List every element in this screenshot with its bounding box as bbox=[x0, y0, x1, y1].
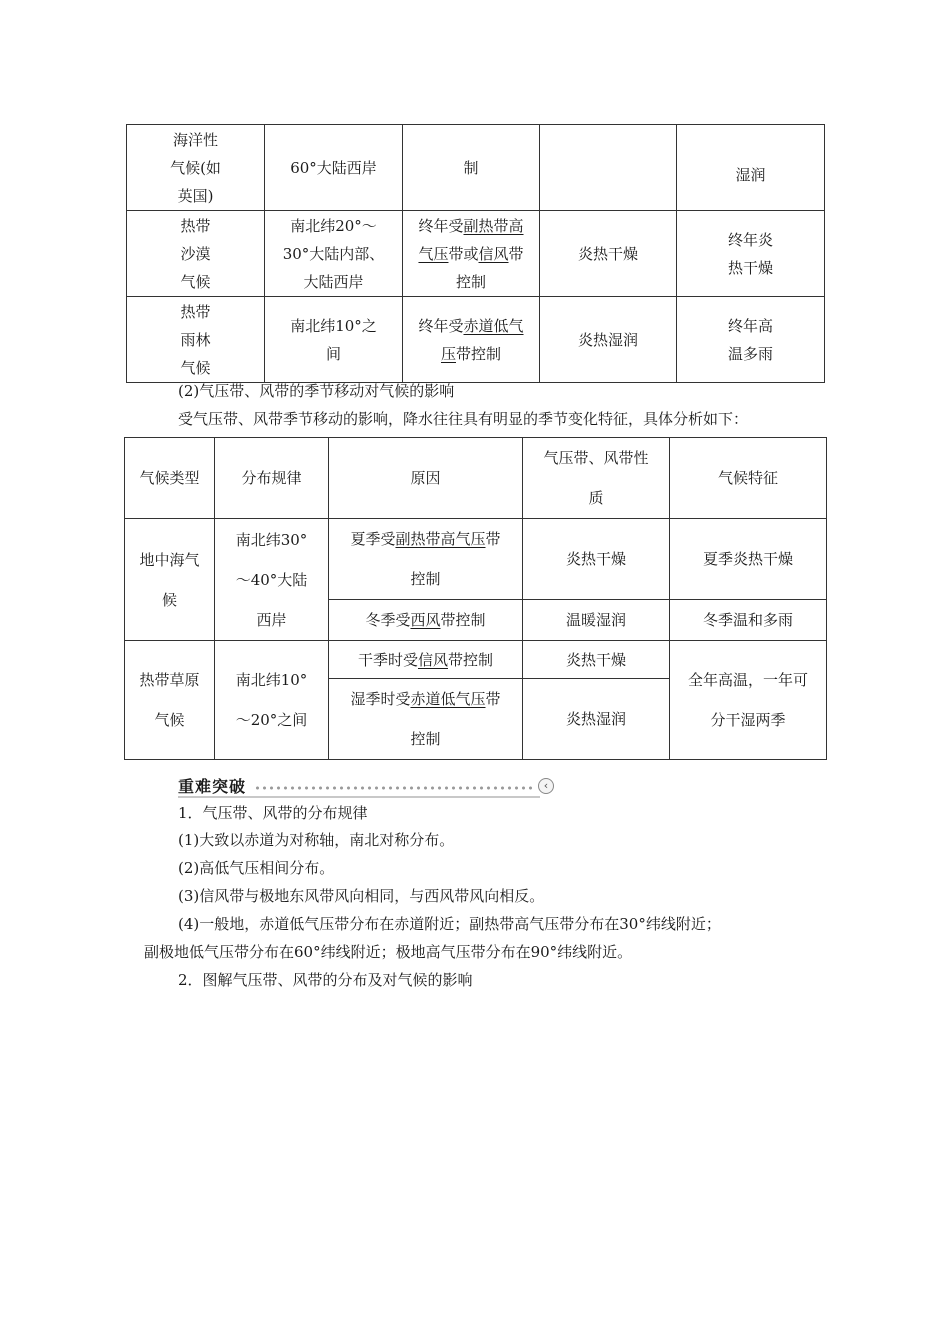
point-1-sub-4-line-2: 副极地低气压带分布在60°纬线附近；极地高气压带分布在90°纬线附近。 bbox=[144, 943, 633, 961]
cell-nature: 温暖湿润 bbox=[523, 600, 670, 641]
cell-nature: 炎热干燥 bbox=[540, 211, 677, 297]
heading-underline bbox=[178, 796, 540, 798]
point-1-sub-2: (2)高低气压相间分布。 bbox=[178, 859, 335, 877]
dotted-rule bbox=[254, 786, 536, 790]
cell-type: 热带 雨林 气候 bbox=[127, 297, 265, 383]
table-header-row bbox=[125, 438, 827, 519]
point-1-sub-1: (1)大致以赤道为对称轴，南北对称分布。 bbox=[178, 831, 455, 849]
cell-type: 热带 沙漠 气候 bbox=[127, 211, 265, 297]
seasonal-climate-table bbox=[124, 437, 827, 760]
point-1-sub-3: (3)信风带与极地东风带风向相同，与西风带风向相反。 bbox=[178, 887, 545, 905]
climate-table-continued bbox=[126, 124, 825, 383]
cell-cause: 制 bbox=[403, 125, 540, 211]
cell-feature: 夏季炎热干燥 bbox=[670, 519, 827, 600]
cell-cause: 干季时受信风带控制 bbox=[329, 641, 523, 679]
cell-nature: 炎热干燥 bbox=[523, 641, 670, 679]
table-row bbox=[127, 125, 825, 211]
cell-distribution: 南北纬20°～ 30°大陆内部、 大陆西岸 bbox=[265, 211, 403, 297]
cell-nature: 炎热湿润 bbox=[523, 679, 670, 760]
point-2: 2．图解气压带、风带的分布及对气候的影响 bbox=[178, 971, 473, 989]
cell-cause: 湿季时受赤道低气压带 控制 bbox=[329, 679, 523, 760]
cell-feature: 终年炎 热干燥 bbox=[677, 211, 825, 297]
cell-feature: 冬季温和多雨 bbox=[670, 600, 827, 641]
header-cause: 原因 bbox=[329, 438, 523, 519]
key-points-heading bbox=[178, 776, 558, 800]
header-feature: 气候特征 bbox=[670, 438, 827, 519]
table-row bbox=[125, 641, 827, 679]
table-row bbox=[125, 519, 827, 600]
cell-cause: 终年受副热带高 气压带或信风带 控制 bbox=[403, 211, 540, 297]
cell-feature: 全年高温，一年可 分干湿两季 bbox=[670, 641, 827, 760]
cell-type: 地中海气 候 bbox=[125, 519, 215, 641]
cell-distribution: 南北纬10°之 间 bbox=[265, 297, 403, 383]
header-type: 气候类型 bbox=[125, 438, 215, 519]
cell-cause: 终年受赤道低气 压带控制 bbox=[403, 297, 540, 383]
cell-feature: 终年高 温多雨 bbox=[677, 297, 825, 383]
header-nature: 气压带、风带性 质 bbox=[523, 438, 670, 519]
point-1: 1．气压带、风带的分布规律 bbox=[178, 804, 368, 822]
cell-distribution: 南北纬10° ～20°之间 bbox=[215, 641, 329, 760]
cell-nature bbox=[540, 125, 677, 211]
cell-type: 海洋性 气候(如 英国) bbox=[127, 125, 265, 211]
chevron-left-icon: ‹ bbox=[538, 778, 554, 794]
point-1-sub-4-line-1: (4)一般地，赤道低气压带分布在赤道附近；副热带高气压带分布在30°纬线附近； bbox=[178, 915, 721, 933]
cell-cause: 夏季受副热带高气压带 控制 bbox=[329, 519, 523, 600]
cell-type: 热带草原 气候 bbox=[125, 641, 215, 760]
cell-distribution: 60°大陆西岸 bbox=[265, 125, 403, 211]
heading-title: 重难突破 bbox=[178, 777, 247, 796]
cell-distribution: 南北纬30° ～40°大陆 西岸 bbox=[215, 519, 329, 641]
section-intro: 受气压带、风带季节移动的影响，降水往往具有明显的季节变化特征，具体分析如下： bbox=[178, 410, 749, 428]
cell-feature: 湿润 bbox=[677, 125, 825, 211]
header-distribution: 分布规律 bbox=[215, 438, 329, 519]
cell-nature: 炎热湿润 bbox=[540, 297, 677, 383]
cell-cause: 冬季受西风带控制 bbox=[329, 600, 523, 641]
cell-nature: 炎热干燥 bbox=[523, 519, 670, 600]
table-row bbox=[127, 297, 825, 383]
section-subtitle: (2)气压带、风带的季节移动对气候的影响 bbox=[178, 382, 455, 400]
table-row bbox=[127, 211, 825, 297]
